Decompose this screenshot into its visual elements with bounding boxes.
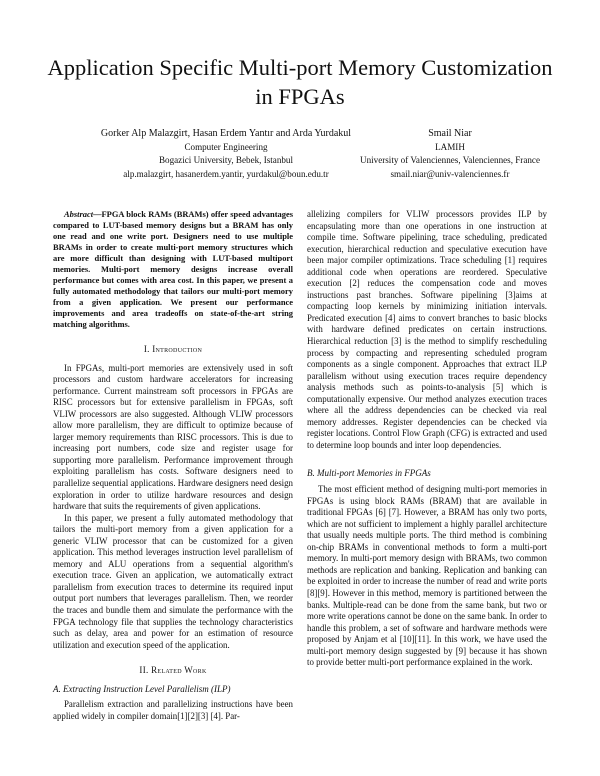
multiport-paragraph: The most efficient method of designing multi-port memories in FPGAs is using block RAMs (BRAM) that are available in traditional FPGAs [6] [7]. However, a BRAM has only two ports, which are not sufficient to implement a highly parallel architecture that usually needs multiple ports. The third method is combining on-chip BRAMs in conventional methods to form a multi-port memory. In multi-port memory design with BRAMs, two common methods are replication and banking. Replication and banking can be exploited in order to increase the number of read and write ports [8][9]. However in this method, memory is partitioned between the banks. Multiple-read can be done from the same bank, but two or more write operations cannot be done on the same bank. In order to handle this problem, a set of software and hardware methods were proposed by Anjam et al [10][11]. In this work, we have used the multi-port memory design suggested by [9] because it has shown to provide better multi-port performance explained in the work. [307, 484, 547, 668]
author-block-left [76, 127, 376, 181]
author-names: Smail Niar [428, 128, 472, 139]
ilp-paragraph-continued: allelizing compilers for VLIW processors provides ILP by encapsulating more than one operations in one instruction at compile time. Software pipelining, trace scheduling, predicated execution, hierarchical reduction and speculative execution have been major compiler optimizations. Trace scheduling [1] requires additional code when operations are reordered. Speculative execution [2] reduces the compensation code and moves instructions past branches. Software pipelining [3]aims at compacting loop kernels by minimizing initiation intervals. Predicated execution [4] aims to convert branches to basic blocks with hardware defined predicates on certain instructions. Hierarchical reduction [3] is the method to simplify rescheduling process by compacting and representing scheduled program components as a single component. Approaches that extract ILP parallelism without using execution traces require dependency analysis methods such as points-to-analysis [5] which is computationally expensive. Our method analyzes execution traces where all the address dependencies can be checked via real memory addresses. Register dependencies can be checked via register locations. Control Flow Graph (CFG) is extracted and used to determine loop bounds and inter loop dependencies. [307, 209, 547, 450]
author-department: LAMIH [435, 141, 465, 152]
abstract-body: —FPGA block RAMs (BRAMs) offer speed advantages compared to LUT-based memory designs but a BRAM has only one read and one write port. Designers need to use multiple BRAMs in order to create multi-port memory structures which are more difficult than designing with LUT-based multiport memories. Multi-port memory designs increase overall performance but comes with area cost. In this paper, we present a fully automated methodology that tailors our multi-port memory from a given application. We present our performance improvements and area tradeoffs on state-of-the-art string matching algorithms. [53, 209, 293, 329]
author-institution: Bogazici University, Bebek, Istanbul [158, 155, 294, 165]
author-block-right [340, 127, 560, 181]
author-emails: alp.malazgirt, hasanerdem.yantir, yurdakul@boun.edu.tr [123, 168, 329, 179]
section-heading-related-work: II. Related Work [139, 665, 207, 676]
author-department: Computer Engineering [184, 141, 268, 152]
paper-title: Application Specific Multi-port Memory Customization in FPGAs [47, 55, 553, 109]
subsection-heading-multiport: B. Multi-port Memories in FPGAs [307, 468, 431, 479]
ilp-paragraph-start: Parallelism extraction and parallelizing instructions have been applied widely in compiler domain[1][2][3] [4]. Par- [53, 699, 293, 721]
subsection-heading-ilp: A. Extracting Instruction Level Parallelism (ILP) [53, 683, 231, 694]
author-names: Gorker Alp Malazgirt, Hasan Erdem Yantır and Arda Yurdakul [100, 128, 352, 139]
abstract-lead: Abstract [64, 209, 94, 219]
abstract [53, 209, 293, 330]
intro-paragraph-1: In FPGAs, multi-port memories are extensively used in soft processors and custom hardware accelerators for increasing performance. Current mainstream soft processors in FPGAs are RISC processors but for extensive parallelism in FPGAs, soft VLIW processors are also suggested. Although VLIW processors allow more parallelism, they are difficult to optimize because of larger memory requirements than RISC processors. This is due to increasing port numbers, code size and register usage for supporting more parallelism. Performance improvement through exploiting parallelism has costs. Software designers need to parallelize sequential applications. Hardware designers need design exploration in order to utilize hardware resources and design hardware that suits the requirements of given applications. [53, 362, 293, 512]
intro-paragraph-2: In this paper, we present a fully automated methodology that tailors the multi-port memory from a given application for a generic VLIW processor that can be customized for a given application. This method leverages instruction level parallelism of memory and ALU operations from a sequential algorithm's execution trace. Given an application, we automatically extract parallelism from execution traces to determine its required input output port numbers that leverages parallelism. Then, we reorder the traces and bundle them and simulate the performance with the FPGA technology file that supplies the technology characteristics such as delay, area and power for an estimation of resource utilization and execution speed of the application. [53, 512, 293, 650]
section-heading-introduction: I. Introduction [143, 344, 203, 354]
author-institution: University of Valenciennes, Valenciennes, France [360, 155, 540, 165]
right-column [307, 209, 547, 669]
author-emails: smail.niar@univ-valenciennes.fr [390, 168, 510, 179]
left-column [53, 209, 293, 722]
